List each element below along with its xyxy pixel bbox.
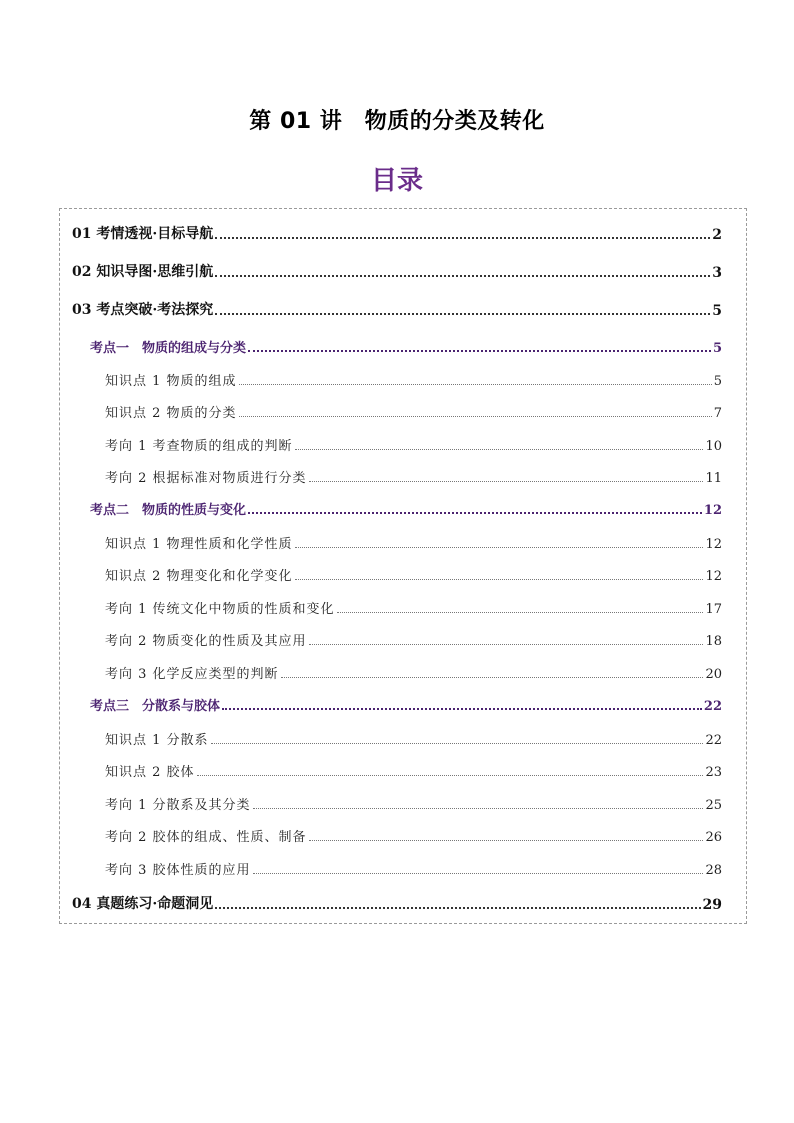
toc-entry-section-03[interactable] xyxy=(72,299,722,319)
leader-dots xyxy=(281,677,704,678)
toc-entry-label: 考向 1 考查物质的组成的判断 xyxy=(105,439,293,454)
leader-dots xyxy=(295,449,704,450)
leader-dots xyxy=(253,873,704,874)
leader-dots xyxy=(337,612,704,613)
toc-entry-label: 考点二 物质的性质与变化 xyxy=(90,503,247,518)
leader-dots xyxy=(215,313,710,315)
toc-entry-item[interactable] xyxy=(105,435,722,454)
toc-entry-page: 12 xyxy=(703,503,722,518)
toc-entry-label: 考向 2 根据标准对物质进行分类 xyxy=(105,471,307,486)
toc-entry-item[interactable] xyxy=(105,598,722,617)
toc-entry-section-01[interactable] xyxy=(72,223,722,243)
toc-entry-label: 考向 2 胶体的组成、性质、制备 xyxy=(105,830,307,845)
toc-entry-item[interactable] xyxy=(105,630,722,649)
leader-dots xyxy=(222,708,702,710)
toc-entry-label: 考点三 分散系与胶体 xyxy=(90,699,221,714)
toc-entry-page: 20 xyxy=(705,667,722,682)
leader-dots xyxy=(215,275,710,277)
toc-entry-label: 知识点 2 物理变化和化学变化 xyxy=(105,569,293,584)
toc-entry-item[interactable] xyxy=(105,402,722,421)
toc-entry-label: 知识点 2 物质的分类 xyxy=(105,406,237,421)
leader-dots xyxy=(215,907,700,909)
leader-dots xyxy=(211,743,704,744)
toc-entry-topic-2[interactable] xyxy=(90,499,722,518)
leader-dots xyxy=(309,840,704,841)
toc-entry-item[interactable] xyxy=(105,467,722,486)
toc-entry-page: 7 xyxy=(713,406,722,421)
toc-entry-label: 04 真题练习·命题洞见 xyxy=(72,896,214,912)
toc-entry-label: 考向 3 胶体性质的应用 xyxy=(105,863,251,878)
toc-entry-page: 18 xyxy=(705,634,722,649)
leader-dots xyxy=(309,644,704,645)
leader-dots xyxy=(248,350,711,352)
toc-entry-page: 25 xyxy=(705,798,722,813)
toc-entry-item[interactable] xyxy=(105,663,722,682)
toc-entry-page: 3 xyxy=(712,265,722,281)
toc-entry-label: 考点一 物质的组成与分类 xyxy=(90,341,247,356)
toc-entry-item[interactable] xyxy=(105,729,722,748)
toc-entry-item[interactable] xyxy=(105,370,722,389)
toc-entry-page: 28 xyxy=(705,863,722,878)
toc-entry-topic-3[interactable] xyxy=(90,695,722,714)
table-of-contents xyxy=(59,208,747,924)
toc-entry-label: 知识点 2 胶体 xyxy=(105,765,195,780)
toc-entry-section-02[interactable] xyxy=(72,261,722,281)
toc-entry-section-04[interactable] xyxy=(72,893,722,913)
toc-entry-page: 23 xyxy=(705,765,722,780)
leader-dots xyxy=(253,808,704,809)
toc-entry-topic-1[interactable] xyxy=(90,337,722,356)
toc-entry-item[interactable] xyxy=(105,565,722,584)
toc-entry-page: 10 xyxy=(705,439,722,454)
toc-entry-label: 考向 1 分散系及其分类 xyxy=(105,798,251,813)
toc-entry-page: 12 xyxy=(705,569,722,584)
toc-entry-item[interactable] xyxy=(105,761,722,780)
toc-entry-item[interactable] xyxy=(105,533,722,552)
toc-entry-label: 03 考点突破·考法探究 xyxy=(72,302,214,318)
toc-entry-label: 考向 2 物质变化的性质及其应用 xyxy=(105,634,307,649)
toc-entry-label: 考向 1 传统文化中物质的性质和变化 xyxy=(105,602,335,617)
toc-entry-page: 22 xyxy=(705,733,722,748)
leader-dots xyxy=(295,547,704,548)
toc-entry-page: 5 xyxy=(713,374,722,389)
toc-heading: 目录 xyxy=(370,166,423,196)
toc-entry-item[interactable] xyxy=(105,794,722,813)
toc-entry-page: 11 xyxy=(705,471,722,486)
toc-entry-page: 5 xyxy=(712,303,722,319)
leader-dots xyxy=(248,512,702,514)
toc-entry-label: 知识点 1 分散系 xyxy=(105,733,209,748)
toc-entry-label: 01 考情透视·目标导航 xyxy=(72,226,214,242)
toc-entry-page: 17 xyxy=(705,602,722,617)
toc-entry-page: 12 xyxy=(705,537,722,552)
leader-dots xyxy=(239,416,712,417)
toc-entry-label: 知识点 1 物质的组成 xyxy=(105,374,237,389)
document-title: 第 01 讲 物质的分类及转化 xyxy=(249,109,545,134)
toc-entry-page: 29 xyxy=(702,897,722,913)
toc-entry-page: 22 xyxy=(703,699,722,714)
leader-dots xyxy=(215,237,710,239)
toc-entry-page: 2 xyxy=(712,227,722,243)
toc-entry-label: 02 知识导图·思维引航 xyxy=(72,264,214,280)
leader-dots xyxy=(295,579,704,580)
leader-dots xyxy=(309,481,704,482)
leader-dots xyxy=(197,775,704,776)
toc-entry-item[interactable] xyxy=(105,826,722,845)
toc-entry-label: 考向 3 化学反应类型的判断 xyxy=(105,667,279,682)
toc-entry-page: 5 xyxy=(712,341,722,356)
toc-entry-page: 26 xyxy=(705,830,722,845)
leader-dots xyxy=(239,384,712,385)
toc-entry-item[interactable] xyxy=(105,859,722,878)
toc-entry-label: 知识点 1 物理性质和化学性质 xyxy=(105,537,293,552)
